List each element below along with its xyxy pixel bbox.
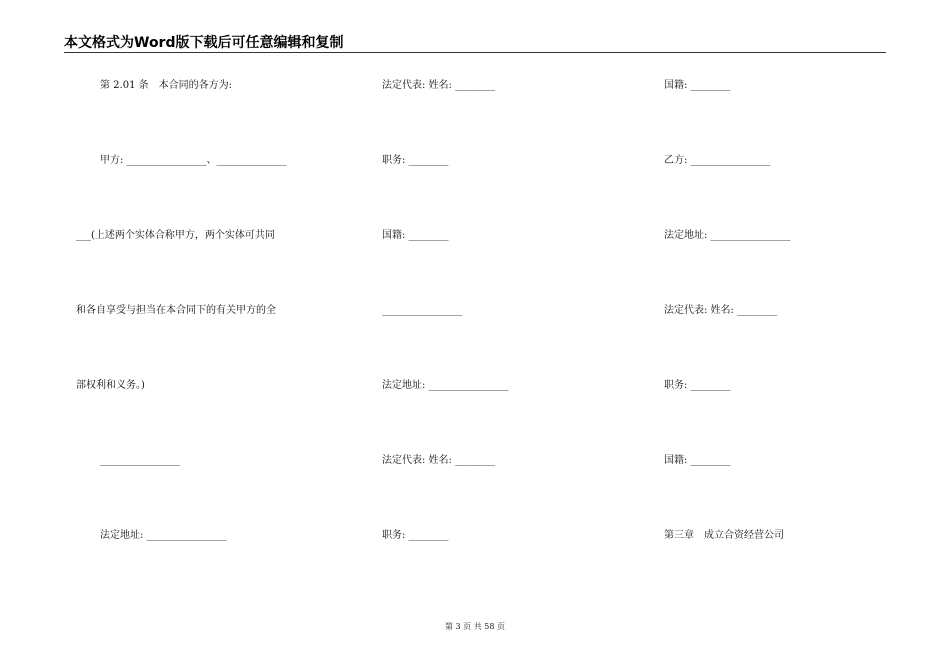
col1-line-5: 部权利和义务。) [76,380,145,391]
col2-line-5: 法定地址: ________________ [382,380,509,391]
col3-line-4: 法定代表: 姓名: ________ [664,305,778,316]
col2-line-4: ________________ [382,305,462,316]
col1-line-3: ___(上述两个实体合称甲方，两个实体可共同 [76,230,275,241]
col3-line-3: 法定地址: ________________ [664,230,791,241]
col3-line-6: 国籍: ________ [664,455,731,466]
col3-line-5: 职务: ________ [664,380,731,391]
page-footer: 第 3 页 共 58 页 [445,622,505,631]
col1-line-7: 法定地址: ________________ [100,530,227,541]
page-header [64,34,886,53]
col2-line-2: 职务: ________ [382,155,449,166]
col2-line-1: 法定代表: 姓名: ________ [382,80,496,91]
col2-line-3: 国籍: ________ [382,230,449,241]
header-title: 本文格式为Word版下载后可任意编辑和复制 [64,35,344,51]
col1-line-1: 第 2.01 条 本合同的各方为: [100,80,232,91]
col2-line-7: 职务: ________ [382,530,449,541]
col3-line-7: 第三章 成立合资经营公司 [664,530,784,541]
col1-line-6: ________________ [100,455,180,466]
col1-line-2: 甲方: ________________、______________ [100,155,287,166]
col1-line-4: 和各自享受与担当在本合同下的有关甲方的全 [76,305,276,316]
col3-line-2: 乙方: ________________ [664,155,771,166]
col2-line-6: 法定代表: 姓名: ________ [382,455,496,466]
col3-line-1: 国籍: ________ [664,80,731,91]
